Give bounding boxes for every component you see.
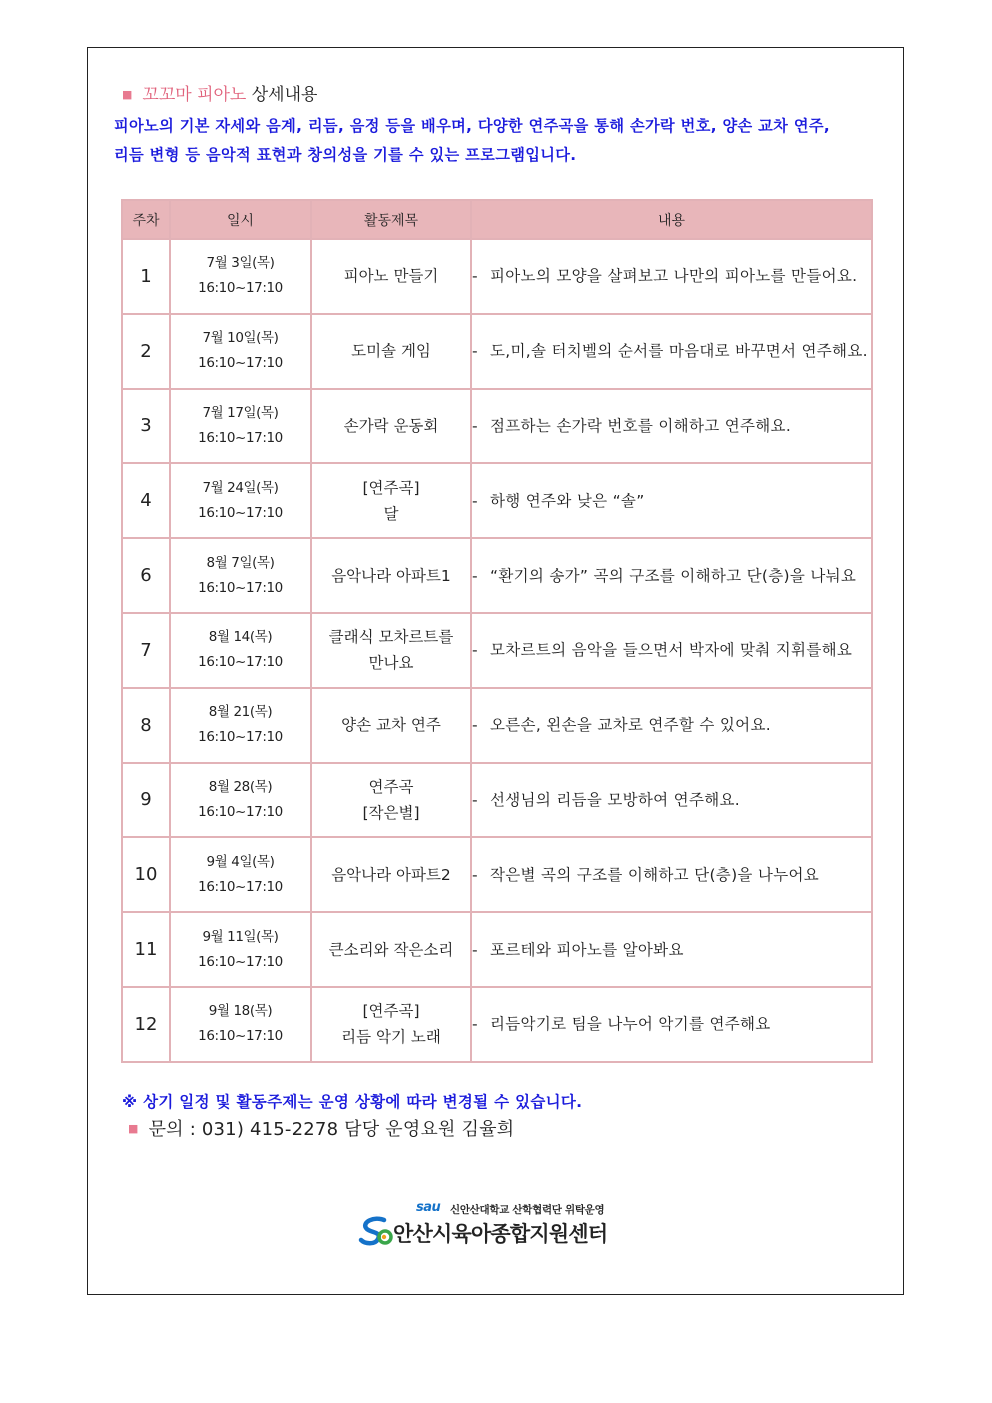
dash-marker: -	[472, 267, 478, 286]
date-cell	[170, 613, 311, 688]
week-cell: 4	[122, 463, 170, 538]
dash-marker: -	[472, 491, 478, 510]
date-text: 7월 10일(목)	[202, 330, 279, 347]
center-logo	[358, 1200, 638, 1250]
title-line: 큰소리와 작은소리	[328, 940, 454, 959]
content-cell	[471, 987, 872, 1062]
title-line: [작은별]	[362, 803, 420, 822]
table-row	[122, 314, 872, 389]
title-cell	[311, 239, 471, 314]
university-line: 신안산대학교 산학협력단 위탁운영	[450, 1204, 605, 1216]
description-line: 피아노의 기본 자세와 음계, 리듬, 음정 등을 배우며, 다양한 연주곡을 통해 손가락 번호, 양손 교차 연주,	[114, 117, 831, 135]
time-text: 16:10~17:10	[198, 654, 283, 671]
dash-marker: -	[472, 790, 478, 809]
schedule-table	[121, 199, 873, 1063]
contact-text: 문의 : 031) 415-2278 담당 운영요원 김율희	[148, 1119, 515, 1140]
week-cell: 7	[122, 613, 170, 688]
date-text: 8월 7일(목)	[206, 554, 275, 571]
date-cell	[170, 837, 311, 912]
date-cell	[170, 912, 311, 987]
content-text: 리듬악기로 팀을 나누어 악기를 연주해요	[490, 1015, 771, 1034]
date-text: 8월 21(목)	[208, 704, 273, 721]
time-text: 16:10~17:10	[198, 1028, 283, 1045]
title-line: [연주곡]	[362, 478, 420, 497]
content-text: 하행 연주와 낮은 “솔”	[490, 491, 645, 510]
content-cell	[471, 389, 872, 464]
content-wrap	[472, 1011, 871, 1037]
table-row	[122, 389, 872, 464]
dash-marker: -	[472, 566, 478, 585]
date-cell	[170, 688, 311, 763]
date-text: 9월 18(목)	[208, 1003, 273, 1020]
bullet-icon: ■	[128, 1122, 139, 1135]
week-cell: 10	[122, 837, 170, 912]
title-cell	[311, 688, 471, 763]
title-cell	[311, 389, 471, 464]
content-text: 오른손, 왼손을 교차로 연주할 수 있어요.	[490, 716, 771, 735]
dash-marker: -	[472, 342, 478, 361]
content-cell	[471, 912, 872, 987]
content-wrap	[472, 488, 871, 514]
content-cell	[471, 239, 872, 314]
title-line: 연주곡	[368, 777, 414, 796]
content-wrap	[472, 637, 871, 663]
title-line: 음악나라 아파트1	[331, 566, 451, 585]
program-description	[114, 112, 892, 170]
title-line: 리듬 악기 노래	[341, 1028, 441, 1047]
date-cell	[170, 463, 311, 538]
table-row	[122, 688, 872, 763]
title-cell	[311, 763, 471, 838]
date-text: 7월 17일(목)	[202, 404, 279, 421]
content-wrap	[472, 263, 871, 289]
title-cell	[311, 613, 471, 688]
week-cell: 2	[122, 314, 170, 389]
title-cell	[311, 837, 471, 912]
dash-marker: -	[472, 641, 478, 660]
date-cell	[170, 763, 311, 838]
time-text: 16:10~17:10	[198, 878, 283, 895]
table-body	[122, 239, 872, 1062]
title-cell	[311, 463, 471, 538]
time-text: 16:10~17:10	[198, 729, 283, 746]
date-text: 7월 24일(목)	[202, 479, 279, 496]
heading-suffix: 상세내용	[246, 85, 318, 105]
date-cell	[170, 987, 311, 1062]
dash-marker: -	[472, 940, 478, 959]
content-wrap	[472, 862, 871, 888]
content-wrap	[472, 787, 871, 813]
content-wrap	[472, 937, 871, 963]
date-cell	[170, 239, 311, 314]
date-cell	[170, 314, 311, 389]
content-text: 선생님의 리듬을 모방하여 연주해요.	[490, 790, 741, 809]
content-text: 피아노의 모양을 살펴보고 나만의 피아노를 만들어요.	[490, 267, 858, 286]
table-row	[122, 239, 872, 314]
content-wrap	[472, 712, 871, 738]
title-line: 만나요	[368, 654, 414, 673]
table-row	[122, 538, 872, 613]
content-cell	[471, 538, 872, 613]
contact-info	[128, 1116, 514, 1143]
title-line: 피아노 만들기	[343, 267, 439, 286]
content-cell	[471, 688, 872, 763]
title-cell	[311, 314, 471, 389]
content-cell	[471, 314, 872, 389]
title-cell	[311, 912, 471, 987]
time-text: 16:10~17:10	[198, 355, 283, 372]
time-text: 16:10~17:10	[198, 504, 283, 521]
content-text: 점프하는 손가락 번호를 이해하고 연주해요.	[490, 416, 792, 435]
header-week: 주차	[122, 200, 170, 239]
time-text: 16:10~17:10	[198, 280, 283, 297]
week-cell: 1	[122, 239, 170, 314]
header-date: 일시	[170, 200, 311, 239]
dash-marker: -	[472, 1015, 478, 1034]
sau-wordmark: sau	[416, 1200, 441, 1215]
table-row	[122, 987, 872, 1062]
header-content: 내용	[471, 200, 872, 239]
content-text: 포르테와 피아노를 알아봐요	[490, 940, 684, 959]
title-line: 도미솔 게임	[351, 342, 431, 361]
title-line: 음악나라 아파트2	[331, 865, 451, 884]
date-text: 7월 3일(목)	[206, 255, 275, 272]
content-wrap	[472, 413, 871, 439]
schedule-note: ※ 상기 일정 및 활동주제는 운영 상황에 따라 변경될 수 있습니다.	[122, 1093, 583, 1111]
table-row	[122, 463, 872, 538]
program-name: 꼬꼬마 피아노	[142, 85, 247, 105]
content-text: 모차르트의 음악을 들으면서 박자에 맞춰 지휘를해요	[490, 641, 853, 660]
content-wrap	[472, 563, 871, 589]
title-cell	[311, 538, 471, 613]
content-text: 도,미,솔 터치벨의 순서를 마음대로 바꾸면서 연주해요.	[490, 342, 868, 361]
description-line: 리듬 변형 등 음악적 표현과 창의성을 기를 수 있는 프로그램입니다.	[114, 146, 577, 164]
title-cell	[311, 987, 471, 1062]
date-text: 9월 11일(목)	[202, 928, 279, 945]
date-text: 9월 4일(목)	[206, 853, 275, 870]
date-text: 8월 14(목)	[208, 629, 273, 646]
week-cell: 11	[122, 912, 170, 987]
time-text: 16:10~17:10	[198, 429, 283, 446]
content-wrap	[472, 338, 871, 364]
dash-marker: -	[472, 865, 478, 884]
title-line: 달	[383, 504, 399, 523]
bullet-icon: ■	[122, 88, 133, 101]
date-text: 8월 28(목)	[208, 778, 273, 795]
table-row	[122, 837, 872, 912]
center-name: 안산시육아종합지원센터	[393, 1222, 608, 1246]
week-cell: 12	[122, 987, 170, 1062]
week-cell: 9	[122, 763, 170, 838]
header-title: 활동제목	[311, 200, 471, 239]
time-text: 16:10~17:10	[198, 579, 283, 596]
date-cell	[170, 538, 311, 613]
time-text: 16:10~17:10	[198, 803, 283, 820]
title-line: 손가락 운동회	[343, 416, 439, 435]
title-line: 클래식 모차르트를	[328, 628, 454, 647]
week-cell: 8	[122, 688, 170, 763]
dash-marker: -	[472, 416, 478, 435]
content-text: 작은별 곡의 구조를 이해하고 단(층)을 나누어요	[490, 865, 820, 884]
time-text: 16:10~17:10	[198, 953, 283, 970]
title-line: [연주곡]	[362, 1002, 420, 1021]
section-heading	[122, 83, 317, 107]
center-logo-icon	[358, 1214, 394, 1250]
dash-marker: -	[472, 716, 478, 735]
title-line: 양손 교차 연주	[341, 716, 441, 735]
date-cell	[170, 389, 311, 464]
content-cell	[471, 837, 872, 912]
week-cell: 6	[122, 538, 170, 613]
table-header-row	[122, 200, 872, 239]
table-row	[122, 763, 872, 838]
content-cell	[471, 463, 872, 538]
content-text: “환기의 송가” 곡의 구조를 이해하고 단(층)을 나눠요	[490, 566, 857, 585]
table-row	[122, 912, 872, 987]
content-cell	[471, 613, 872, 688]
week-cell: 3	[122, 389, 170, 464]
table-row	[122, 613, 872, 688]
content-cell	[471, 763, 872, 838]
